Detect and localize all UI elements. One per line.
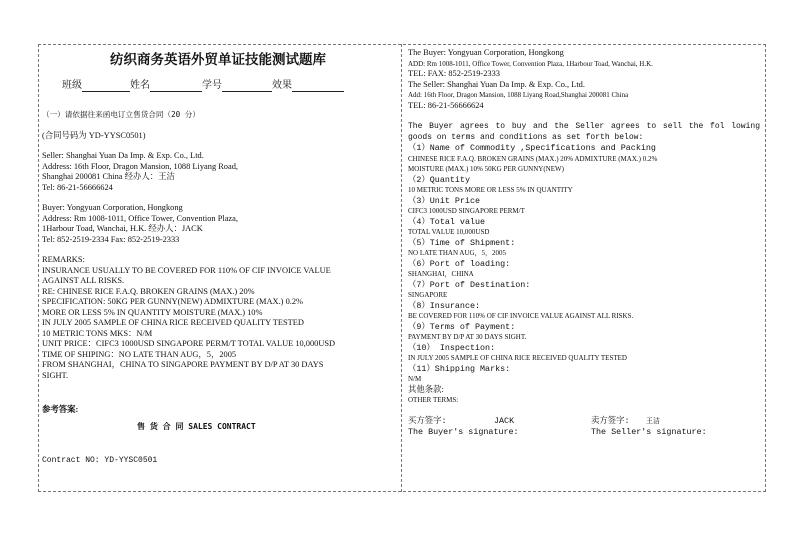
- seller-sign-label: 卖方签字:: [591, 415, 630, 426]
- seller-line: Shanghai 200081 China 经办人：王洁: [42, 172, 175, 181]
- seller-sign-name: 王洁: [646, 417, 660, 426]
- term-value: MOISTURE (MAX.) 10% 50KG PER GUNNY(NEW): [408, 165, 564, 173]
- term-heading: （4）Total value: [408, 216, 486, 227]
- remarks-line: FROM SHANGHAI，CHINA TO SINGAPORE PAYMENT BY D/P AT 30 DAYS: [42, 360, 324, 369]
- remarks-line: TIME OF SHIPING：NO LATE THAN AUG，5，2005: [42, 349, 237, 359]
- party-line: TEL: 86-21-56666624: [408, 100, 484, 110]
- term-value: SINGAPORE: [408, 291, 448, 299]
- id-blank[interactable]: [222, 81, 272, 92]
- term-value: NO LATE THAN AUG，5，2005: [408, 249, 507, 257]
- term-heading: （2）Quantity: [408, 174, 470, 185]
- buyer-block: [42, 203, 394, 245]
- term-value: PAYMENT BY D/P AT 30 DAYS SIGHT.: [408, 333, 527, 341]
- term-value: 10 METRIC TONS MORE OR LESS 5% IN QUANTITY: [408, 186, 573, 194]
- term-heading: （1）Name of Commodity ,Specifications and Packing: [408, 143, 656, 153]
- result-blank[interactable]: [292, 81, 344, 92]
- term-heading: （9）Terms of Payment:: [408, 321, 516, 332]
- party-line: The Buyer: Yongyuan Corporation, Hongkong: [408, 48, 564, 57]
- remarks-line: IN JULY 2005 SAMPLE OF CHINA RICE RECEIVED QUALITY TESTED: [42, 318, 304, 327]
- party-line: ADD: Rm 1008-1011, Office Tower, Convention Plaza, 1Harbour Toad, Wanchai, H.K.: [408, 59, 653, 68]
- name-label: 姓名: [130, 80, 150, 91]
- term-value: SHANGHAI，CHINA: [408, 270, 474, 278]
- student-info-line: [62, 80, 394, 92]
- term-heading: （6）Port of loading:: [408, 258, 511, 269]
- signature-block: [408, 416, 764, 438]
- seller-line: Tel: 86-21-56666624: [42, 182, 113, 192]
- term-value: TOTAL VALUE 10,000USD: [408, 228, 490, 236]
- term-heading: （7）Port of Destination:: [408, 279, 531, 290]
- parties-block: [408, 48, 764, 111]
- remarks-line: 10 METRIC TONS MKS：N/M: [42, 328, 153, 338]
- buyer-line: 1Harbour Toad, Wanchai, H.K. 经办人：JACK: [42, 224, 203, 233]
- term-heading: （11）Shipping Marks:: [408, 363, 511, 374]
- class-blank[interactable]: [82, 81, 130, 92]
- term-heading: （8）Insurance:: [408, 300, 481, 311]
- party-line: TEL: FAX: 852-2519-2333: [408, 69, 500, 78]
- contract-number-line: Contract NO: YD-YYSC0501: [42, 456, 158, 465]
- term-value: CIFC3 1000USD SINGAPORE PERM/T: [408, 207, 525, 215]
- right-column: [408, 48, 764, 438]
- page-title: 纺织商务英语外贸单证技能测试题库: [110, 52, 326, 68]
- term-value: BE COVERED FOR 110% OF CIF INVOICE VALUE AGAINST ALL RISKS.: [408, 312, 634, 320]
- remarks-line: SPECIFICATION: 50KG PER GUNNY(NEW) ADMIXTURE (MAX.) 0.2%: [42, 297, 304, 306]
- class-label: 班级: [62, 80, 82, 91]
- term-value: N/M: [408, 375, 422, 383]
- seller-line: Seller: Shanghai Yuan Da Imp. & Exp. Co., Ltd.: [42, 151, 204, 160]
- task-instruction: （一）请依据往来函电订立售货合同（20 分）: [42, 110, 200, 119]
- remarks-line: SIGHT.: [42, 370, 69, 380]
- buyer-sign-name: JACK: [494, 415, 515, 426]
- buyer-line: Buyer: Yongyuan Corporation, Hongkong: [42, 203, 183, 212]
- buyer-sign-label: 买方签字:: [408, 415, 447, 426]
- term-heading: （10） Inspection:: [408, 342, 496, 353]
- remarks-line: AGAINST ALL RISKS.: [42, 276, 125, 285]
- seller-signature-label: The Seller's signature:: [591, 426, 707, 437]
- buyer-line: Address: Rm 1008-1011, Office Tower, Convention Plaza,: [42, 213, 238, 223]
- buyer-line: Tel: 852-2519-2334 Fax: 852-2519-2333: [42, 234, 180, 244]
- left-column: [42, 52, 394, 467]
- buyer-signature-label: The Buyer's signature:: [408, 426, 519, 437]
- seller-line: Address: 16th Floor, Dragon Mansion, 1088 Liyang Road,: [42, 161, 238, 171]
- contract-intro: The Buyer agrees to buy and the Seller agrees to sell the fol lowing goods on terms and conditions as set forth below:: [408, 122, 760, 142]
- result-label: 效果: [272, 80, 292, 91]
- remarks-block: [42, 255, 394, 381]
- remarks-line: MORE OR LESS 5% IN QUANTITY MOISTURE (MAX.) 10%: [42, 307, 263, 317]
- term-heading: （3）Unit Price: [408, 195, 481, 206]
- answer-label: 参考答案:: [42, 405, 79, 414]
- party-line: Add: 16th Floor, Dragon Mansion, 1088 Liyang Road,Shanghai 200081 China: [408, 91, 629, 99]
- party-line: The Seller: Shanghai Yuan Da Imp. & Exp. Co., Ltd.: [408, 79, 585, 89]
- seller-block: [42, 151, 394, 193]
- term-value: IN JULY 2005 SAMPLE OF CHINA RICE RECEIVED QUALITY TESTED: [408, 354, 627, 362]
- term-value: CHINESE RICE F.A.Q. BROKEN GRAINS (MAX.) 20% ADMIXTURE (MAX.) 0.2%: [408, 154, 658, 163]
- term-heading: 其他条款:: [408, 384, 444, 394]
- name-blank[interactable]: [150, 81, 202, 92]
- contract-number-note: (合同号码为 YD-YYSC0501): [42, 130, 146, 140]
- sales-contract-heading: 售 货 合 同 SALES CONTRACT: [137, 421, 256, 431]
- remarks-line: REMARKS:: [42, 255, 85, 264]
- remarks-line: RE: CHINESE RICE F.A.Q. BROKEN GRAINS (MAX.) 20%: [42, 286, 255, 296]
- id-label: 学号: [202, 80, 222, 91]
- term-value: OTHER TERMS:: [408, 396, 459, 404]
- term-heading: （5）Time of Shipment:: [408, 237, 516, 248]
- remarks-line: UNIT PRICE：CIFC3 1000USD SINGAPORE PERM/T TOTAL VALUE 10,000USD: [42, 339, 336, 348]
- column-divider: [401, 44, 402, 492]
- contract-terms: [408, 143, 764, 406]
- remarks-line: INSURANCE USUALLY TO BE COVERED FOR 110% OF CIF INVOICE VALUE: [42, 265, 331, 275]
